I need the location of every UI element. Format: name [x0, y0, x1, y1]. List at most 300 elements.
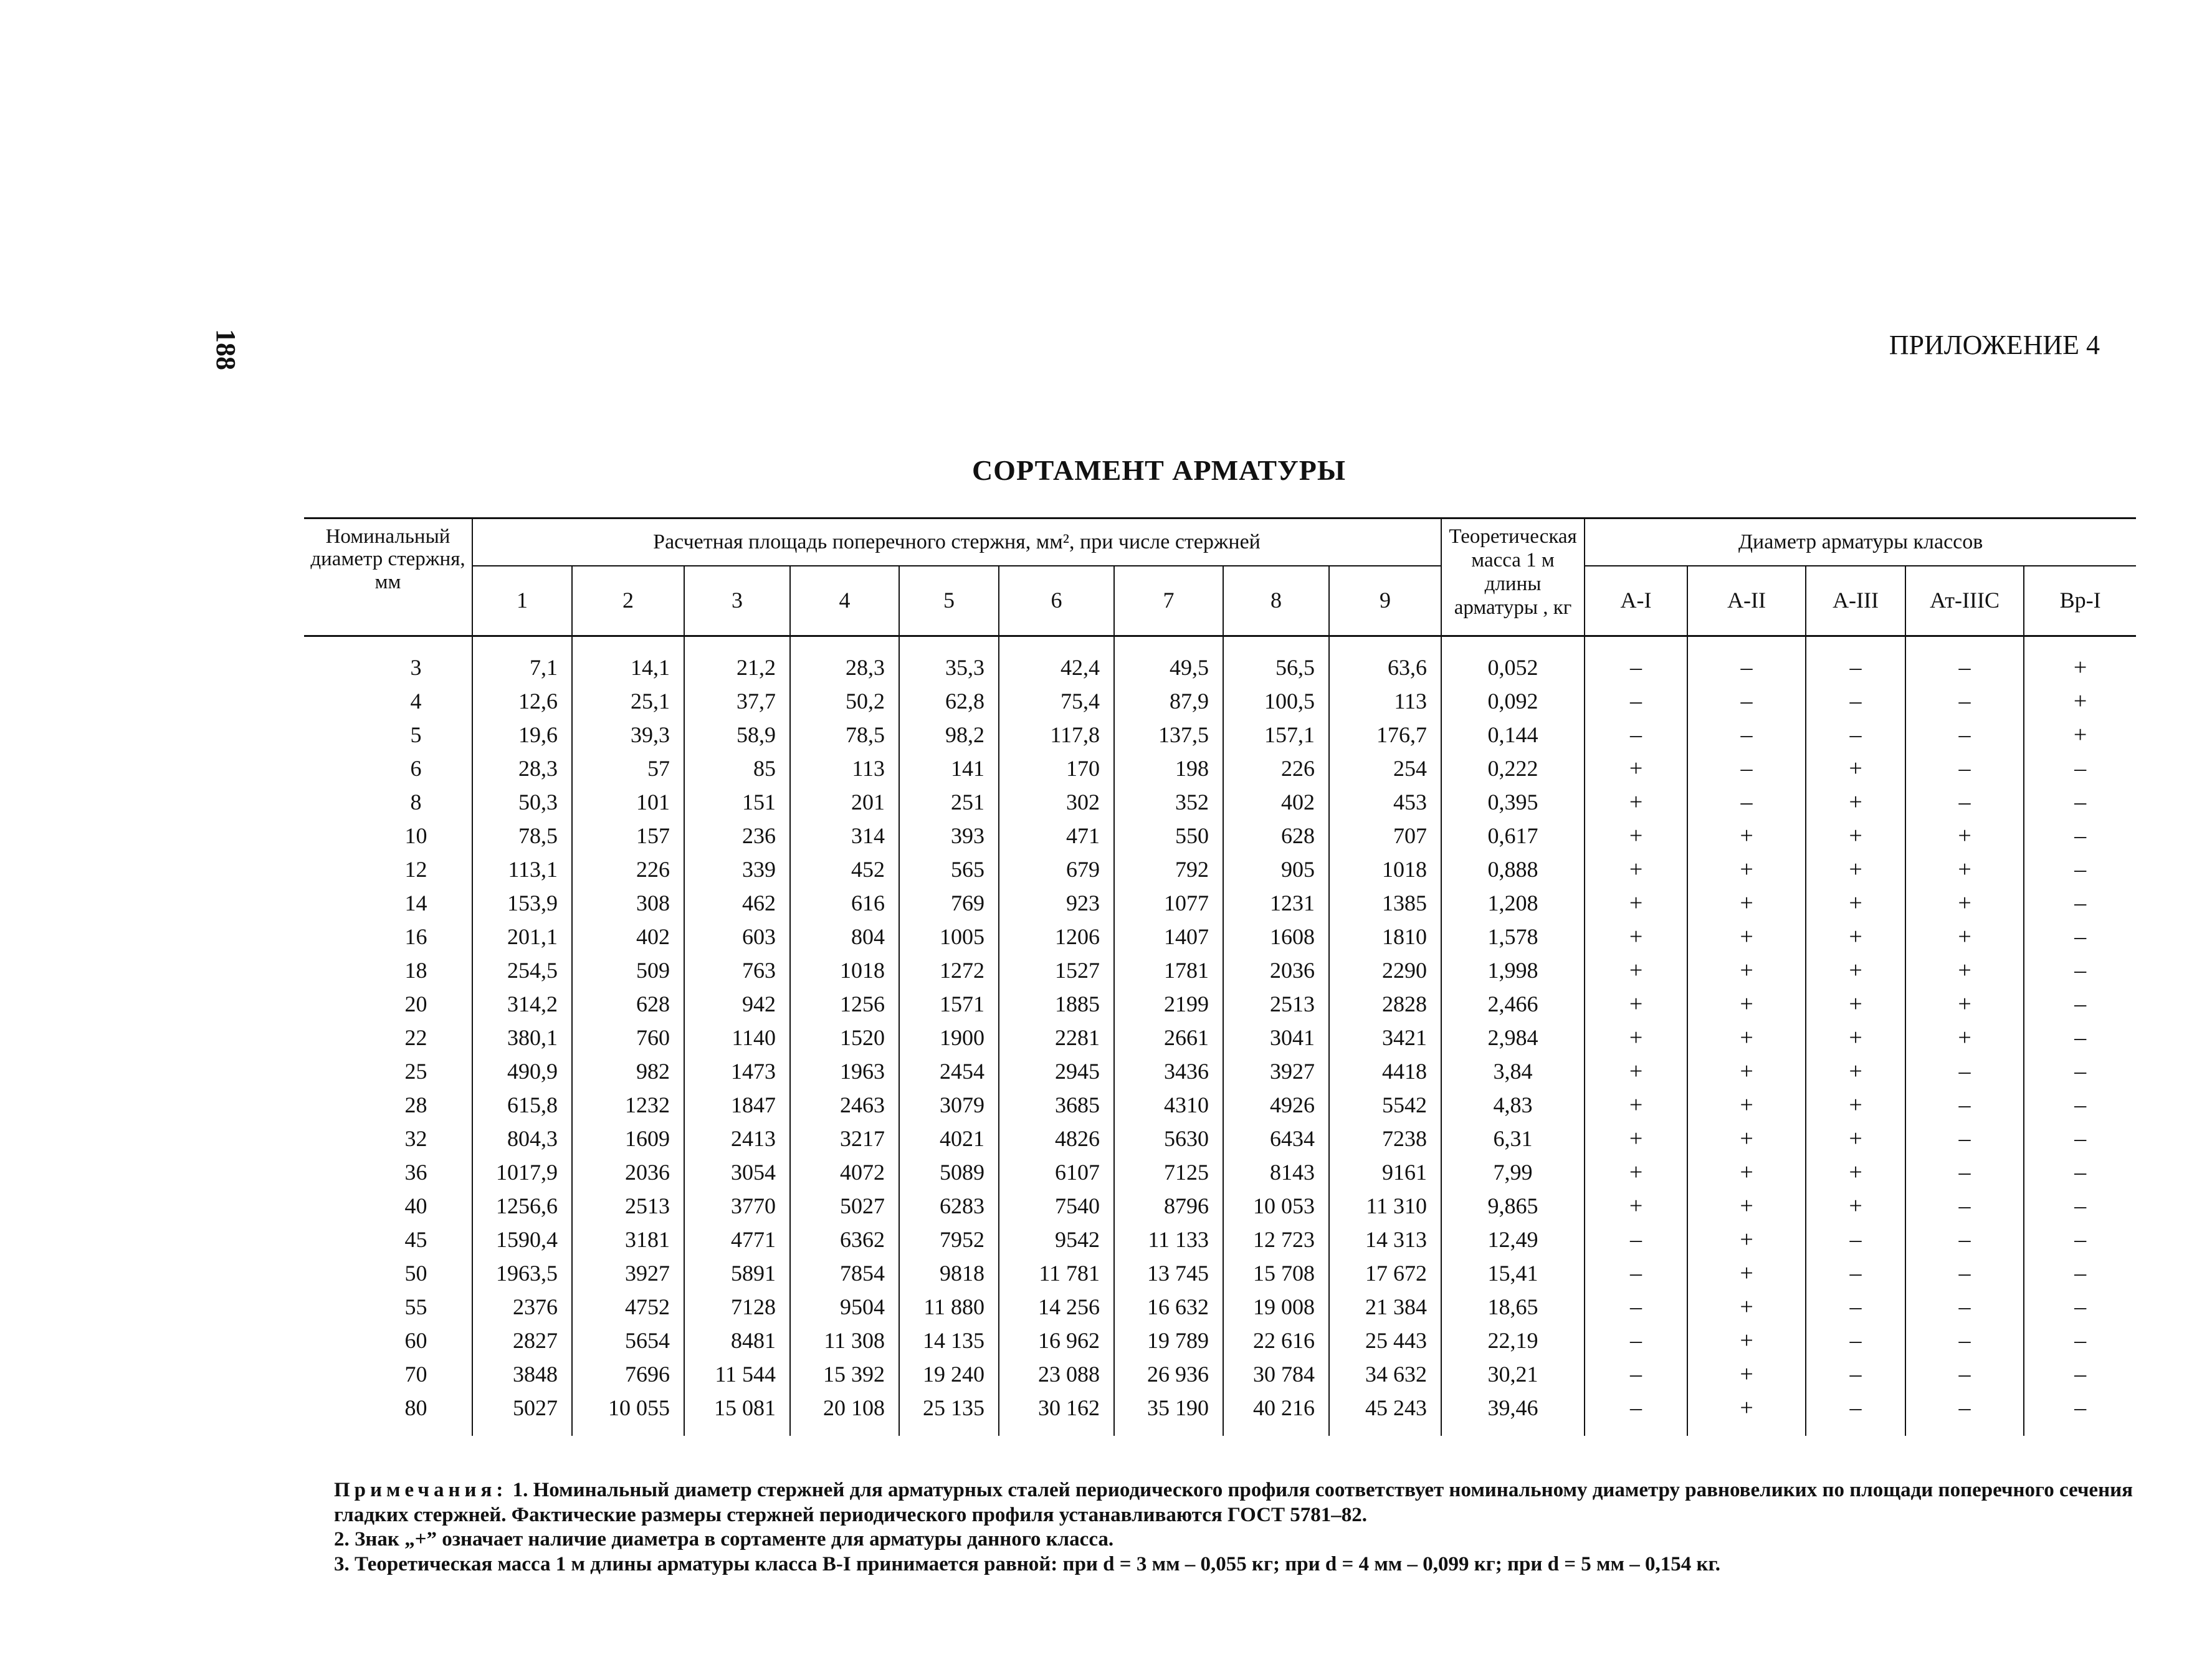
cell-area: 905	[1223, 853, 1329, 886]
cell-class-availability: –	[2024, 785, 2136, 819]
cell-area: 226	[1223, 752, 1329, 785]
cell-area: 56,5	[1223, 636, 1329, 685]
cell-area: 452	[790, 853, 899, 886]
cell-area: 550	[1114, 819, 1223, 853]
cell-class-availability: –	[1806, 1223, 1905, 1256]
cell-area: 6362	[790, 1223, 899, 1256]
cell-area: 302	[999, 785, 1114, 819]
cell-area: 3685	[999, 1088, 1114, 1122]
cell-area: 628	[1223, 819, 1329, 853]
cell-area: 3436	[1114, 1054, 1223, 1088]
cell-area: 1231	[1223, 886, 1329, 920]
cell-area: 10 055	[572, 1391, 684, 1436]
cell-class-availability: –	[1585, 1256, 1687, 1290]
cell-area: 28,3	[790, 636, 899, 685]
cell-class-availability: –	[1585, 718, 1687, 752]
cell-area: 236	[684, 819, 790, 853]
cell-area: 769	[899, 886, 999, 920]
table-row	[304, 886, 2136, 920]
cell-area: 113	[790, 752, 899, 785]
cell-class-availability: –	[2024, 1088, 2136, 1122]
cell-class-availability: –	[1806, 1391, 1905, 1436]
cell-area: 453	[1329, 785, 1441, 819]
cell-class-availability: +	[1905, 886, 2024, 920]
cell-area: 3181	[572, 1223, 684, 1256]
table-row	[304, 1391, 2136, 1436]
cell-area: 1232	[572, 1088, 684, 1122]
cell-diameter: 12	[404, 857, 427, 882]
header-class-5: Вр-I	[2024, 566, 2136, 636]
cell-area: 35 190	[1114, 1391, 1223, 1436]
cell-class-availability: +	[1905, 1021, 2024, 1054]
cell-class-availability: –	[2024, 752, 2136, 785]
table-row	[304, 1155, 2136, 1189]
cell-area: 37,7	[684, 684, 790, 718]
cell-area: 2513	[572, 1189, 684, 1223]
cell-area: 2290	[1329, 953, 1441, 987]
cell-area: 1018	[790, 953, 899, 987]
header-diameter: Номинальный диаметр стержня, мм	[304, 518, 472, 636]
cell-mass: 9,865	[1441, 1189, 1585, 1223]
cell-class-availability: +	[1585, 785, 1687, 819]
cell-area: 1256,6	[472, 1189, 572, 1223]
cell-area: 982	[572, 1054, 684, 1088]
cell-area: 45 243	[1329, 1391, 1441, 1436]
cell-area: 6107	[999, 1155, 1114, 1189]
cell-area: 8481	[684, 1324, 790, 1357]
cell-area: 1018	[1329, 853, 1441, 886]
cell-class-availability: –	[1905, 684, 2024, 718]
cell-class-availability: +	[1687, 1357, 1806, 1391]
cell-class-availability: –	[2024, 853, 2136, 886]
cell-class-availability: +	[1806, 752, 1905, 785]
cell-area: 15 708	[1223, 1256, 1329, 1290]
cell-area: 19 789	[1114, 1324, 1223, 1357]
cell-class-availability: +	[1687, 886, 1806, 920]
cell-area: 25 443	[1329, 1324, 1441, 1357]
cell-area: 19 008	[1223, 1290, 1329, 1324]
cell-area: 20 108	[790, 1391, 899, 1436]
cell-area: 3079	[899, 1088, 999, 1122]
cell-area: 942	[684, 987, 790, 1021]
cell-class-availability: –	[2024, 1357, 2136, 1391]
cell-area: 75,4	[999, 684, 1114, 718]
cell-area: 9504	[790, 1290, 899, 1324]
cell-area: 1017,9	[472, 1155, 572, 1189]
header-classes-group: Диаметр арматуры классов	[1585, 518, 2136, 566]
cell-class-availability: +	[1905, 920, 2024, 953]
cell-area: 3217	[790, 1122, 899, 1155]
cell-class-availability: +	[1806, 987, 1905, 1021]
cell-area: 628	[572, 987, 684, 1021]
cell-class-availability: –	[2024, 987, 2136, 1021]
cell-mass: 0,144	[1441, 718, 1585, 752]
cell-class-availability: –	[1806, 718, 1905, 752]
cell-area: 402	[572, 920, 684, 953]
cell-area: 19 240	[899, 1357, 999, 1391]
cell-mass: 1,578	[1441, 920, 1585, 953]
cell-area: 4418	[1329, 1054, 1441, 1088]
cell-area: 1527	[999, 953, 1114, 987]
cell-area: 87,9	[1114, 684, 1223, 718]
cell-area: 35,3	[899, 636, 999, 685]
cell-area: 5089	[899, 1155, 999, 1189]
cell-area: 151	[684, 785, 790, 819]
header-class-3: А-III	[1806, 566, 1905, 636]
cell-area: 1810	[1329, 920, 1441, 953]
cell-area: 4021	[899, 1122, 999, 1155]
table-row	[304, 1290, 2136, 1324]
cell-area: 2513	[1223, 987, 1329, 1021]
cell-area: 16 632	[1114, 1290, 1223, 1324]
cell-class-availability: +	[1585, 752, 1687, 785]
cell-class-availability: +	[1687, 920, 1806, 953]
cell-class-availability: –	[1905, 1391, 2024, 1436]
table-body	[304, 636, 2136, 1436]
cell-diameter: 40	[404, 1193, 427, 1218]
cell-area: 11 308	[790, 1324, 899, 1357]
cell-class-availability: –	[2024, 1324, 2136, 1357]
cell-area: 1140	[684, 1021, 790, 1054]
cell-class-availability: +	[1806, 1189, 1905, 1223]
notes-label: Примечания:	[334, 1479, 508, 1501]
cell-class-availability: –	[1806, 1290, 1905, 1324]
cell-diameter: 80	[404, 1395, 427, 1420]
cell-mass: 0,052	[1441, 636, 1585, 685]
cell-area: 352	[1114, 785, 1223, 819]
cell-mass: 0,617	[1441, 819, 1585, 853]
cell-area: 137,5	[1114, 718, 1223, 752]
cell-area: 141	[899, 752, 999, 785]
cell-class-availability: –	[1905, 1122, 2024, 1155]
cell-class-availability: +	[1806, 953, 1905, 987]
cell-area: 25 135	[899, 1391, 999, 1436]
cell-class-availability: –	[1905, 636, 2024, 685]
cell-class-availability: +	[1585, 819, 1687, 853]
cell-class-availability: –	[1905, 1324, 2024, 1357]
cell-area: 50,2	[790, 684, 899, 718]
cell-class-availability: –	[1687, 636, 1806, 685]
cell-diameter: 10	[404, 823, 427, 848]
cell-diameter: 18	[404, 958, 427, 983]
table-row	[304, 1021, 2136, 1054]
cell-diameter: 20	[404, 991, 427, 1016]
cell-area: 402	[1223, 785, 1329, 819]
cell-area: 117,8	[999, 718, 1114, 752]
cell-mass: 6,31	[1441, 1122, 1585, 1155]
cell-area: 3848	[472, 1357, 572, 1391]
cell-area: 4310	[1114, 1088, 1223, 1122]
cell-class-availability: +	[1585, 920, 1687, 953]
cell-area: 8143	[1223, 1155, 1329, 1189]
cell-area: 9542	[999, 1223, 1114, 1256]
table-row	[304, 1189, 2136, 1223]
cell-area: 380,1	[472, 1021, 572, 1054]
cell-class-availability: –	[2024, 1189, 2136, 1223]
cell-mass: 0,395	[1441, 785, 1585, 819]
cell-diameter: 22	[404, 1025, 427, 1050]
table-row	[304, 1122, 2136, 1155]
cell-class-availability: –	[1905, 1189, 2024, 1223]
cell-area: 3421	[1329, 1021, 1441, 1054]
cell-area: 6283	[899, 1189, 999, 1223]
cell-class-availability: +	[2024, 684, 2136, 718]
cell-diameter: 14	[404, 891, 427, 915]
cell-mass: 0,092	[1441, 684, 1585, 718]
cell-class-availability: +	[1585, 886, 1687, 920]
cell-diameter: 70	[404, 1362, 427, 1387]
cell-class-availability: +	[1905, 853, 2024, 886]
cell-area: 9161	[1329, 1155, 1441, 1189]
cell-class-availability: –	[2024, 1021, 2136, 1054]
cell-area: 7540	[999, 1189, 1114, 1223]
header-count-9: 9	[1329, 566, 1441, 636]
cell-class-availability: –	[1806, 1324, 1905, 1357]
cell-area: 49,5	[1114, 636, 1223, 685]
appendix-label: ПРИЛОЖЕНИЕ 4	[1889, 330, 2100, 360]
cell-class-availability: +	[1687, 1391, 1806, 1436]
cell-area: 4926	[1223, 1088, 1329, 1122]
cell-area: 1885	[999, 987, 1114, 1021]
cell-class-availability: –	[1687, 718, 1806, 752]
cell-area: 2281	[999, 1021, 1114, 1054]
cell-mass: 22,19	[1441, 1324, 1585, 1357]
cell-class-availability: –	[2024, 886, 2136, 920]
cell-class-availability: +	[1687, 1054, 1806, 1088]
cell-class-availability: –	[1806, 636, 1905, 685]
cell-area: 7952	[899, 1223, 999, 1256]
table-row	[304, 1256, 2136, 1290]
cell-area: 157,1	[1223, 718, 1329, 752]
cell-class-availability: +	[1585, 1021, 1687, 1054]
cell-class-availability: +	[1806, 1088, 1905, 1122]
rebar-assortment-table	[304, 517, 2136, 1436]
cell-area: 5630	[1114, 1122, 1223, 1155]
cell-area: 17 672	[1329, 1256, 1441, 1290]
cell-area: 2661	[1114, 1021, 1223, 1054]
cell-area: 1206	[999, 920, 1114, 953]
note-1-paragraph	[334, 1478, 2166, 1527]
cell-area: 5027	[790, 1189, 899, 1223]
cell-class-availability: +	[2024, 718, 2136, 752]
cell-class-availability: –	[2024, 1391, 2136, 1436]
cell-area: 1609	[572, 1122, 684, 1155]
cell-area: 4771	[684, 1223, 790, 1256]
cell-diameter: 50	[404, 1261, 427, 1286]
cell-class-availability: +	[1585, 1054, 1687, 1088]
cell-class-availability: +	[1687, 1223, 1806, 1256]
cell-area: 3770	[684, 1189, 790, 1223]
cell-class-availability: +	[1806, 886, 1905, 920]
cell-area: 11 133	[1114, 1223, 1223, 1256]
cell-area: 1256	[790, 987, 899, 1021]
cell-area: 78,5	[790, 718, 899, 752]
cell-area: 57	[572, 752, 684, 785]
cell-area: 98,2	[899, 718, 999, 752]
cell-class-availability: –	[1905, 1357, 2024, 1391]
cell-class-availability: –	[2024, 1290, 2136, 1324]
cell-area: 251	[899, 785, 999, 819]
cell-area: 2463	[790, 1088, 899, 1122]
cell-area: 314,2	[472, 987, 572, 1021]
cell-class-availability: –	[2024, 1155, 2136, 1189]
cell-area: 26 936	[1114, 1357, 1223, 1391]
cell-area: 792	[1114, 853, 1223, 886]
cell-class-availability: –	[1806, 684, 1905, 718]
cell-area: 11 781	[999, 1256, 1114, 1290]
cell-area: 1963	[790, 1054, 899, 1088]
cell-area: 5891	[684, 1256, 790, 1290]
cell-area: 8796	[1114, 1189, 1223, 1223]
cell-area: 34 632	[1329, 1357, 1441, 1391]
cell-class-availability: –	[1585, 1223, 1687, 1256]
cell-area: 7238	[1329, 1122, 1441, 1155]
cell-area: 1781	[1114, 953, 1223, 987]
cell-class-availability: +	[1806, 1122, 1905, 1155]
cell-area: 2199	[1114, 987, 1223, 1021]
cell-area: 14 313	[1329, 1223, 1441, 1256]
cell-area: 254,5	[472, 953, 572, 987]
cell-area: 1272	[899, 953, 999, 987]
cell-area: 2828	[1329, 987, 1441, 1021]
cell-class-availability: –	[1905, 1290, 2024, 1324]
cell-class-availability: –	[1585, 1324, 1687, 1357]
cell-class-availability: –	[1905, 1088, 2024, 1122]
cell-area: 21,2	[684, 636, 790, 685]
cell-class-availability: +	[1687, 1324, 1806, 1357]
cell-area: 101	[572, 785, 684, 819]
cell-area: 12,6	[472, 684, 572, 718]
cell-area: 565	[899, 853, 999, 886]
cell-area: 2036	[572, 1155, 684, 1189]
cell-class-availability: –	[2024, 819, 2136, 853]
cell-class-availability: +	[1806, 1155, 1905, 1189]
cell-area: 1590,4	[472, 1223, 572, 1256]
table-row	[304, 785, 2136, 819]
note-1: 1. Номинальный диаметр стержней для арматурных сталей периодического профиля соответствует номинальному диаметру равновеликих по площади поперечного сечения гладких стержней. Фактические размеры стержней периодического профиля устанавливаются ГОСТ 5781–82.	[334, 1479, 2133, 1526]
cell-mass: 2,984	[1441, 1021, 1585, 1054]
cell-area: 1608	[1223, 920, 1329, 953]
cell-diameter: 45	[404, 1227, 427, 1252]
cell-class-availability: +	[1687, 1021, 1806, 1054]
cell-area: 4072	[790, 1155, 899, 1189]
cell-diameter: 36	[404, 1160, 427, 1185]
cell-class-availability: –	[1806, 1256, 1905, 1290]
cell-area: 804	[790, 920, 899, 953]
table-row	[304, 920, 2136, 953]
header-count-7: 7	[1114, 566, 1223, 636]
cell-area: 23 088	[999, 1357, 1114, 1391]
cell-area: 5654	[572, 1324, 684, 1357]
cell-area: 30 162	[999, 1391, 1114, 1436]
cell-area: 763	[684, 953, 790, 987]
cell-area: 1385	[1329, 886, 1441, 920]
cell-area: 2413	[684, 1122, 790, 1155]
cell-area: 616	[790, 886, 899, 920]
cell-area: 707	[1329, 819, 1441, 853]
cell-area: 5542	[1329, 1088, 1441, 1122]
cell-class-availability: +	[1585, 1088, 1687, 1122]
cell-class-availability: +	[1687, 953, 1806, 987]
cell-area: 14 135	[899, 1324, 999, 1357]
cell-mass: 7,99	[1441, 1155, 1585, 1189]
cell-class-availability: –	[1905, 1054, 2024, 1088]
cell-mass: 18,65	[1441, 1290, 1585, 1324]
notes-section	[334, 1478, 2166, 1577]
table-row	[304, 1088, 2136, 1122]
cell-area: 100,5	[1223, 684, 1329, 718]
cell-mass: 4,83	[1441, 1088, 1585, 1122]
note-2: 2. Знак „+” означает наличие диаметра в сортаменте для арматуры данного класса.	[334, 1528, 1114, 1551]
cell-area: 226	[572, 853, 684, 886]
table-row	[304, 1054, 2136, 1088]
cell-class-availability: –	[1905, 1155, 2024, 1189]
cell-class-availability: –	[1585, 684, 1687, 718]
cell-area: 62,8	[899, 684, 999, 718]
cell-area: 3927	[1223, 1054, 1329, 1088]
cell-area: 11 880	[899, 1290, 999, 1324]
cell-area: 4826	[999, 1122, 1114, 1155]
table-row	[304, 853, 2136, 886]
cell-area: 14,1	[572, 636, 684, 685]
cell-class-availability: –	[1905, 718, 2024, 752]
header-mass: Теоретическая масса 1 м длины арматуры , кг	[1441, 518, 1585, 636]
cell-class-availability: –	[1687, 684, 1806, 718]
cell-area: 7128	[684, 1290, 790, 1324]
cell-area: 3054	[684, 1155, 790, 1189]
cell-area: 12 723	[1223, 1223, 1329, 1256]
header-area-group: Расчетная площадь поперечного стержня, мм², при числе стержней	[472, 518, 1441, 566]
cell-area: 10 053	[1223, 1189, 1329, 1223]
cell-area: 490,9	[472, 1054, 572, 1088]
cell-mass: 15,41	[1441, 1256, 1585, 1290]
header-count-4: 4	[790, 566, 899, 636]
cell-diameter: 16	[404, 924, 427, 949]
header-count-6: 6	[999, 566, 1114, 636]
cell-class-availability: +	[1687, 1256, 1806, 1290]
cell-area: 201,1	[472, 920, 572, 953]
cell-class-availability: –	[1585, 1391, 1687, 1436]
cell-area: 308	[572, 886, 684, 920]
cell-area: 153,9	[472, 886, 572, 920]
cell-area: 5027	[472, 1391, 572, 1436]
cell-area: 1571	[899, 987, 999, 1021]
cell-area: 201	[790, 785, 899, 819]
cell-area: 198	[1114, 752, 1223, 785]
cell-mass: 39,46	[1441, 1391, 1585, 1436]
cell-area: 11 544	[684, 1357, 790, 1391]
cell-area: 1520	[790, 1021, 899, 1054]
cell-area: 1900	[899, 1021, 999, 1054]
table-row	[304, 718, 2136, 752]
cell-class-availability: +	[1687, 819, 1806, 853]
cell-area: 3927	[572, 1256, 684, 1290]
cell-class-availability: –	[1905, 1256, 2024, 1290]
cell-class-availability: +	[1687, 1155, 1806, 1189]
cell-area: 2376	[472, 1290, 572, 1324]
cell-area: 471	[999, 819, 1114, 853]
cell-area: 1407	[1114, 920, 1223, 953]
table-row	[304, 636, 2136, 685]
cell-area: 113	[1329, 684, 1441, 718]
cell-area: 339	[684, 853, 790, 886]
table-row	[304, 1357, 2136, 1391]
cell-class-availability: +	[1585, 1155, 1687, 1189]
cell-diameter: 6	[410, 756, 422, 781]
cell-area: 28,3	[472, 752, 572, 785]
cell-class-availability: +	[1687, 1189, 1806, 1223]
cell-area: 170	[999, 752, 1114, 785]
